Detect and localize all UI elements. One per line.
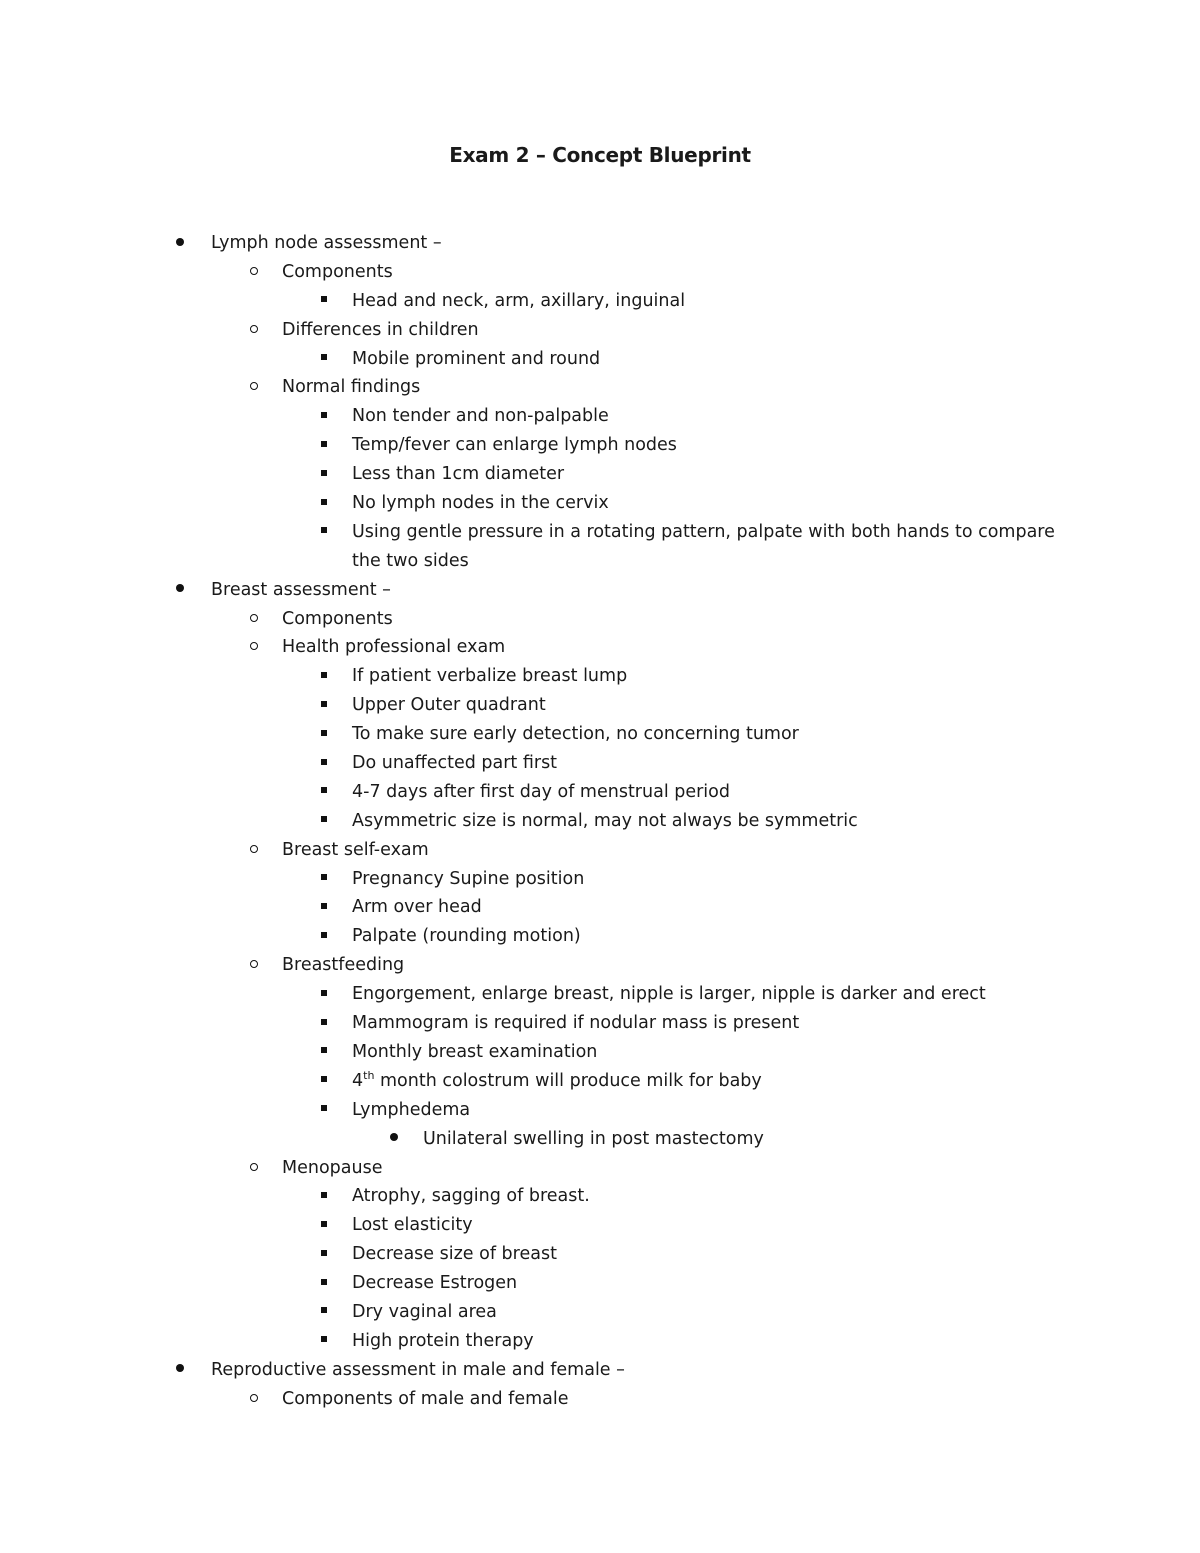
outline-item-level-2: [0, 1385, 1200, 1414]
bullet-square-icon: [312, 518, 336, 547]
outline-item-text: Components of male and female: [282, 1388, 569, 1409]
bullet-square-icon: [312, 402, 336, 431]
outline-item-text: Lymphedema: [352, 1099, 471, 1120]
outline-item-text: Upper Outer quadrant: [352, 695, 546, 716]
bullet-dot-icon: [168, 1356, 192, 1385]
outline-item-level-4: [0, 1125, 1200, 1154]
bullet-dot-icon: [168, 229, 192, 258]
outline-item-level-3: [0, 1298, 1200, 1327]
outline-item-text: Components: [282, 261, 393, 282]
outline-item-level-3: [0, 287, 1200, 316]
outline-item-text: Monthly breast examination: [352, 1041, 598, 1062]
bullet-square-icon: [312, 778, 336, 807]
outline-item-level-3: [0, 893, 1200, 922]
outline-item-level-3: [0, 691, 1200, 720]
outline-item-text: Menopause: [282, 1157, 383, 1178]
bullet-square-icon: [312, 865, 336, 894]
outline-item-text: Reproductive assessment in male and female –: [211, 1359, 625, 1380]
outline-item-level-3: [0, 865, 1200, 894]
outline-item-level-3: [0, 1269, 1200, 1298]
bullet-square-icon: [312, 460, 336, 489]
bullet-square-icon: [312, 287, 336, 316]
outline-item-text: Lymph node assessment –: [211, 233, 442, 253]
outline-item-level-2: [0, 836, 1200, 865]
bullet-circle-icon: [242, 836, 266, 865]
bullet-square-icon: [312, 1096, 336, 1125]
bullet-square-icon: [312, 1009, 336, 1038]
outline-item-text: Breast assessment –: [211, 579, 391, 600]
outline-item-level-3: [0, 547, 1200, 576]
bullet-square-icon: [312, 431, 336, 460]
outline-item-text: the two sides: [352, 550, 469, 571]
bullet-square-icon: [312, 893, 336, 922]
outline-item-text: Asymmetric size is normal, may not always be symmetric: [352, 810, 858, 831]
outline-item-level-3: [0, 1240, 1200, 1269]
outline-item-text: High protein therapy: [352, 1330, 534, 1351]
outline-item-text: Breastfeeding: [282, 955, 405, 976]
outline-item-level-1: [0, 229, 1200, 258]
outline-item-level-3: [0, 402, 1200, 431]
bullet-square-icon: [312, 1269, 336, 1298]
outline-item-level-3: [0, 489, 1200, 518]
outline-item-level-2: [0, 1154, 1200, 1183]
outline-item-text: Using gentle pressure in a rotating pattern, palpate with both hands to compare: [352, 521, 1055, 542]
bullet-square-icon: [312, 1182, 336, 1211]
bullet-square-icon: [312, 1298, 336, 1327]
bullet-square-icon: [312, 980, 336, 1009]
outline-item-level-3: [0, 980, 1200, 1009]
outline-item-text: Dry vaginal area: [352, 1301, 497, 1322]
outline-item-level-3: [0, 1211, 1200, 1240]
bullet-square-icon: [312, 1327, 336, 1356]
bullet-circle-icon: [242, 951, 266, 980]
outline-item-level-3: [0, 1009, 1200, 1038]
bullet-square-icon: [312, 1067, 336, 1096]
outline-item-level-3: [0, 345, 1200, 374]
outline-item-level-3: [0, 807, 1200, 836]
outline-item-text: Lost elasticity: [352, 1215, 473, 1236]
outline-item-text: If patient verbalize breast lump: [352, 666, 628, 687]
bullet-square-icon: [312, 720, 336, 749]
outline-item-text: Less than 1cm diameter: [352, 464, 565, 485]
outline-item-level-3: [0, 460, 1200, 489]
bullet-square-icon: [312, 691, 336, 720]
outline-item-level-1: [0, 1356, 1200, 1385]
outline-item-level-2: [0, 605, 1200, 634]
bullet-square-icon: [312, 662, 336, 691]
outline-item-text: Differences in children: [282, 319, 479, 340]
outline-item-level-3: [0, 431, 1200, 460]
outline-item-level-1: [0, 576, 1200, 605]
document-title: Exam 2 – Concept Blueprint: [449, 143, 751, 167]
outline-list: [0, 229, 1200, 1414]
outline-item-text: Health professional exam: [282, 637, 506, 658]
outline-item-text: Breast self-exam: [282, 839, 429, 860]
outline-item-level-3: [0, 1327, 1200, 1356]
outline-item-level-3: [0, 778, 1200, 807]
bullet-circle-icon: [242, 258, 266, 287]
bullet-square-icon: [312, 749, 336, 778]
bullet-square-icon: [312, 489, 336, 518]
outline-item-text: No lymph nodes in the cervix: [352, 493, 609, 514]
outline-item-text: Components: [282, 608, 393, 629]
outline-item-level-3: [0, 1096, 1200, 1125]
outline-item-text: Temp/fever can enlarge lymph nodes: [352, 435, 677, 456]
outline-item-level-3: [0, 518, 1200, 547]
outline-item-text: 4th month colostrum will produce milk for baby: [352, 1069, 762, 1091]
outline-item-text: Head and neck, arm, axillary, inguinal: [352, 290, 686, 311]
outline-item-text: Arm over head: [352, 897, 482, 918]
bullet-circle-icon: [242, 1154, 266, 1183]
bullet-square-icon: [312, 1240, 336, 1269]
outline-item-level-3: [0, 1067, 1200, 1096]
bullet-circle-icon: [242, 1385, 266, 1414]
bullet-circle-icon: [242, 605, 266, 634]
bullet-circle-icon: [242, 316, 266, 345]
outline-item-text: Do unaffected part first: [352, 753, 558, 774]
outline-item-text: Mammogram is required if nodular mass is present: [352, 1013, 800, 1034]
outline-item-text: To make sure early detection, no concerning tumor: [352, 724, 799, 745]
outline-item-text: Engorgement, enlarge breast, nipple is larger, nipple is darker and erect: [352, 984, 986, 1005]
outline-item-level-3: [0, 922, 1200, 951]
outline-item-level-2: [0, 258, 1200, 287]
outline-item-text: Normal findings: [282, 377, 421, 398]
outline-item-text: Atrophy, sagging of breast.: [352, 1186, 590, 1207]
outline-item-level-2: [0, 633, 1200, 662]
outline-item-text: Mobile prominent and round: [352, 348, 601, 369]
outline-item-text: Pregnancy Supine position: [352, 868, 585, 889]
outline-item-level-3: [0, 720, 1200, 749]
outline-item-text: 4-7 days after first day of menstrual period: [352, 781, 730, 802]
outline-item-level-2: [0, 373, 1200, 402]
outline-item-text: Non tender and non-palpable: [352, 406, 609, 427]
bullet-dot-icon: [168, 576, 192, 605]
outline-item-level-3: [0, 1038, 1200, 1067]
outline-item-text: Decrease size of breast: [352, 1244, 557, 1265]
bullet-circle-icon: [242, 633, 266, 662]
bullet-square-icon: [312, 807, 336, 836]
bullet-square-icon: [312, 345, 336, 374]
outline-item-level-3: [0, 662, 1200, 691]
outline-item-text: Unilateral swelling in post mastectomy: [423, 1128, 764, 1149]
outline-item-text: Decrease Estrogen: [352, 1273, 518, 1294]
outline-item-level-3: [0, 1182, 1200, 1211]
outline-item-level-2: [0, 316, 1200, 345]
outline-item-level-2: [0, 951, 1200, 980]
bullet-square-icon: [312, 1211, 336, 1240]
bullet-dot-icon: [382, 1125, 406, 1154]
bullet-square-icon: [312, 922, 336, 951]
outline-item-level-3: [0, 749, 1200, 778]
bullet-circle-icon: [242, 373, 266, 402]
outline-item-text: Palpate (rounding motion): [352, 926, 581, 947]
bullet-square-icon: [312, 1038, 336, 1067]
